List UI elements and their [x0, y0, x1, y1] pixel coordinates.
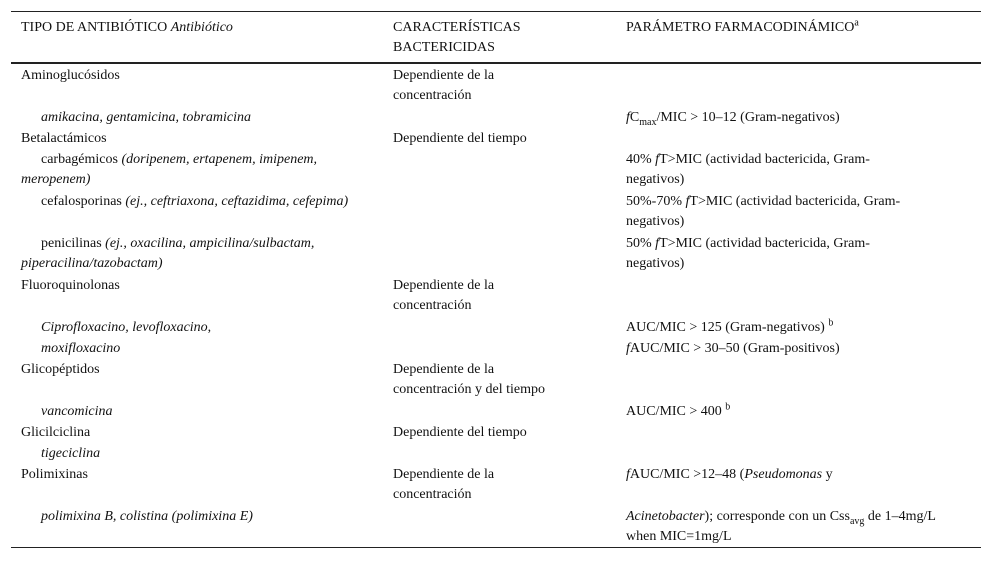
class-cell: Glicilciclina — [21, 425, 91, 440]
drug-cell: Ciprofloxacino, levofloxacino, — [41, 320, 212, 335]
drug-cell: polimixina B, colistina (polimixina E) — [41, 509, 253, 524]
table-row — [11, 106, 981, 127]
characteristic-cell: Dependiente de la concentración — [393, 278, 495, 313]
characteristic-cell: Dependiente de la concentración — [393, 467, 495, 502]
table-row — [11, 316, 981, 337]
table-row — [11, 274, 981, 316]
parameter-cell: Acinetobacter); corresponde con un Css$_{avg}$ de 1–4mg/L when MIC=1mg/L — [626, 509, 936, 544]
table-row — [11, 190, 981, 232]
parameter-cell: 50%-70% fT>MIC (actividad bactericida, Gram-negativos) — [626, 194, 901, 229]
class-cell: Aminoglucósidos — [21, 68, 120, 83]
parameter-cell: 40% fT>MIC (actividad bactericida, Gram-negativos) — [626, 152, 870, 187]
parameter-cell: fAUC/MIC >12–48 (Pseudomonas y — [626, 467, 833, 482]
table-row — [11, 463, 981, 505]
parameter-cell: AUC/MIC > 125 (Gram-negativos) $^b$ — [626, 317, 834, 335]
table-header — [11, 12, 981, 64]
parameter-cell: 50% fT>MIC (actividad bactericida, Gram-negativos) — [626, 236, 870, 271]
header-col-bactericidal: CARACTERÍSTICAS BACTERICIDAS — [393, 20, 521, 55]
table-row — [11, 232, 981, 274]
drug-cell: carbagémicos (doripenem, ertapenem, imipenem, meropenem) — [21, 152, 318, 187]
table-row — [11, 127, 981, 148]
class-cell: Fluoroquinolonas — [21, 278, 120, 293]
characteristic-cell: Dependiente de la concentración y del tiempo — [393, 362, 545, 397]
characteristic-cell: Dependiente del tiempo — [393, 131, 527, 146]
parameter-cell: AUC/MIC > 400 $^b$ — [626, 401, 731, 419]
characteristic-cell: Dependiente del tiempo — [393, 425, 527, 440]
class-cell: Glicopéptidos — [21, 362, 100, 377]
header-col-antibiotic-type: TIPO DE ANTIBIÓTICO Antibiótico — [21, 20, 233, 35]
table-row — [11, 358, 981, 400]
characteristic-cell: Dependiente de la concentración — [393, 68, 495, 103]
class-cell: Betalactámicos — [21, 131, 107, 146]
table-row — [11, 442, 981, 463]
header-col-pharmacodynamic: PARÁMETRO FARMACODINÁMICO$^a$ — [626, 17, 859, 35]
table-row — [11, 400, 981, 421]
table-row — [11, 64, 981, 106]
drug-cell: tigeciclina — [41, 446, 101, 461]
parameter-cell: $fC_{max}$/MIC > 10–12 (Gram-negativos) — [626, 110, 840, 128]
antibiotic-table — [11, 11, 981, 548]
table-row — [11, 148, 981, 190]
table-row — [11, 421, 981, 442]
table-row — [11, 337, 981, 358]
drug-cell: cefalosporinas (ej., ceftriaxona, ceftazidima, cefepima) — [41, 194, 349, 209]
table-row — [11, 505, 981, 547]
drug-cell: penicilinas (ej., oxacilina, ampicilina/sulbactam, piperacilina/tazobactam) — [21, 236, 315, 271]
drug-cell: moxifloxacino — [41, 341, 121, 356]
drug-cell: vancomicina — [41, 404, 113, 419]
drug-cell: amikacina, gentamicina, tobramicina — [41, 110, 251, 125]
parameter-cell: fAUC/MIC > 30–50 (Gram-positivos) — [626, 341, 840, 356]
class-cell: Polimixinas — [21, 467, 88, 482]
